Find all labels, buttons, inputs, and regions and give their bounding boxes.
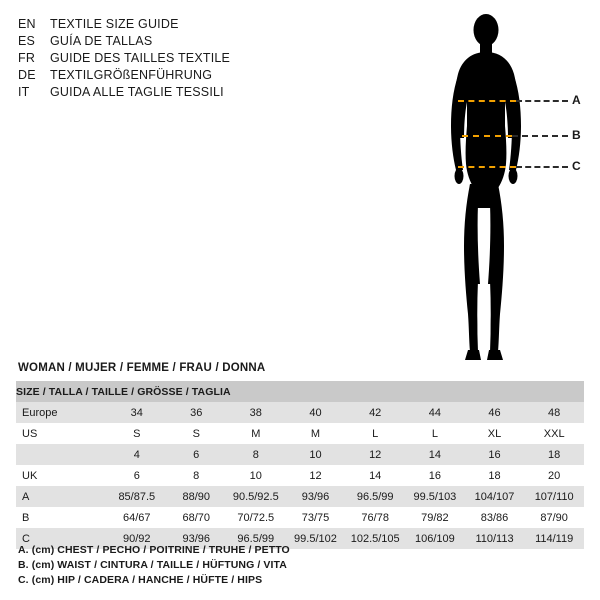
cell: 93/96 <box>167 528 226 549</box>
row-label-us-numeric <box>16 444 107 465</box>
language-row-es <box>18 33 318 50</box>
measure-label-a: A <box>572 93 581 107</box>
language-code-de: DE <box>18 68 36 82</box>
cell: 104/107 <box>465 486 525 507</box>
cell: 85/87.5 <box>107 486 167 507</box>
female-body-silhouette-icon <box>420 8 590 373</box>
measurement-legend <box>18 543 290 588</box>
cell: 48 <box>524 402 584 423</box>
cell: 46 <box>465 402 525 423</box>
table-caption: WOMAN / MUJER / FEMME / FRAU / DONNA <box>18 362 266 374</box>
table-row <box>16 486 584 507</box>
cell: M <box>226 423 286 444</box>
row-label-a: A <box>16 486 107 507</box>
table-row <box>16 402 584 423</box>
table-row <box>16 423 584 444</box>
cell: 114/119 <box>524 528 584 549</box>
language-row-en <box>18 16 318 33</box>
cell: 68/70 <box>167 507 226 528</box>
cell: 16 <box>465 444 525 465</box>
cell: S <box>167 423 226 444</box>
cell: 93/96 <box>286 486 346 507</box>
cell: M <box>286 423 346 444</box>
cell: 44 <box>405 402 465 423</box>
body-figure-diagram <box>420 8 590 373</box>
measure-leader-waist <box>512 135 568 137</box>
cell: 18 <box>465 465 525 486</box>
table-header-label: SIZE / TALLA / TAILLE / GRÖSSE / TAGLIA <box>16 381 584 402</box>
measure-line-hip <box>458 166 516 168</box>
cell: 10 <box>226 465 286 486</box>
language-text-it: GUIDA ALLE TAGLIE TESSILI <box>50 85 224 99</box>
cell: 107/110 <box>524 486 584 507</box>
language-list <box>18 16 318 101</box>
cell: 6 <box>107 465 167 486</box>
cell: 14 <box>405 444 465 465</box>
cell: 6 <box>167 444 226 465</box>
legend-line-c: C. (cm) HIP / CADERA / HANCHE / HÜFTE / HIPS <box>18 574 263 586</box>
row-label-uk: UK <box>16 465 107 486</box>
cell: 70/72.5 <box>226 507 286 528</box>
cell: XXL <box>524 423 584 444</box>
cell: L <box>345 423 405 444</box>
cell: 96.5/99 <box>345 486 405 507</box>
cell: 83/86 <box>465 507 525 528</box>
table-row <box>16 465 584 486</box>
row-label-europe: Europe <box>16 402 107 423</box>
measure-label-b: B <box>572 128 581 142</box>
cell: L <box>405 423 465 444</box>
cell: 79/82 <box>405 507 465 528</box>
language-text-es: GUÍA DE TALLAS <box>50 34 153 48</box>
cell: 96.5/99 <box>226 528 286 549</box>
cell: 88/90 <box>167 486 226 507</box>
cell: S <box>107 423 167 444</box>
cell: 16 <box>405 465 465 486</box>
language-text-en: TEXTILE SIZE GUIDE <box>50 17 179 31</box>
cell: 36 <box>167 402 226 423</box>
measure-label-c: C <box>572 159 581 173</box>
cell: 42 <box>345 402 405 423</box>
table-row <box>16 507 584 528</box>
row-label-c: C <box>16 528 107 549</box>
measure-leader-chest <box>516 100 568 102</box>
size-table <box>16 381 584 549</box>
language-row-fr <box>18 50 318 67</box>
cell: 90/92 <box>107 528 167 549</box>
cell: 64/67 <box>107 507 167 528</box>
cell: 12 <box>286 465 346 486</box>
cell: 99.5/103 <box>405 486 465 507</box>
language-row-de <box>18 67 318 84</box>
cell: 8 <box>167 465 226 486</box>
cell: 4 <box>107 444 167 465</box>
row-label-us: US <box>16 423 107 444</box>
measure-leader-hip <box>516 166 568 168</box>
cell: 40 <box>286 402 346 423</box>
cell: 110/113 <box>465 528 525 549</box>
cell: 102.5/105 <box>345 528 405 549</box>
language-code-es: ES <box>18 34 36 48</box>
cell: 12 <box>345 444 405 465</box>
cell: 10 <box>286 444 346 465</box>
cell: 106/109 <box>405 528 465 549</box>
cell: 18 <box>524 444 584 465</box>
row-label-b: B <box>16 507 107 528</box>
language-text-de: TEXTILGRÖßENFÜHRUNG <box>50 68 213 82</box>
cell: 20 <box>524 465 584 486</box>
table-row <box>16 444 584 465</box>
legend-line-b: B. (cm) WAIST / CINTURA / TAILLE / HÜFTUNG / VITA <box>18 559 287 571</box>
cell: 34 <box>107 402 167 423</box>
cell: 73/75 <box>286 507 346 528</box>
cell: 87/90 <box>524 507 584 528</box>
table-header-row <box>16 381 584 402</box>
cell: 38 <box>226 402 286 423</box>
cell: XL <box>465 423 525 444</box>
language-code-it: IT <box>18 85 30 99</box>
cell: 90.5/92.5 <box>226 486 286 507</box>
language-row-it <box>18 84 318 101</box>
cell: 8 <box>226 444 286 465</box>
cell: 14 <box>345 465 405 486</box>
measure-line-chest <box>458 100 516 102</box>
language-code-fr: FR <box>18 51 36 65</box>
cell: 99.5/102 <box>286 528 346 549</box>
language-text-fr: GUIDE DES TAILLES TEXTILE <box>50 51 231 65</box>
language-code-en: EN <box>18 17 36 31</box>
legend-line-a: A. (cm) CHEST / PECHO / POITRINE / TRUHE / PETTO <box>18 544 290 556</box>
cell: 76/78 <box>345 507 405 528</box>
measure-line-waist <box>462 135 512 137</box>
